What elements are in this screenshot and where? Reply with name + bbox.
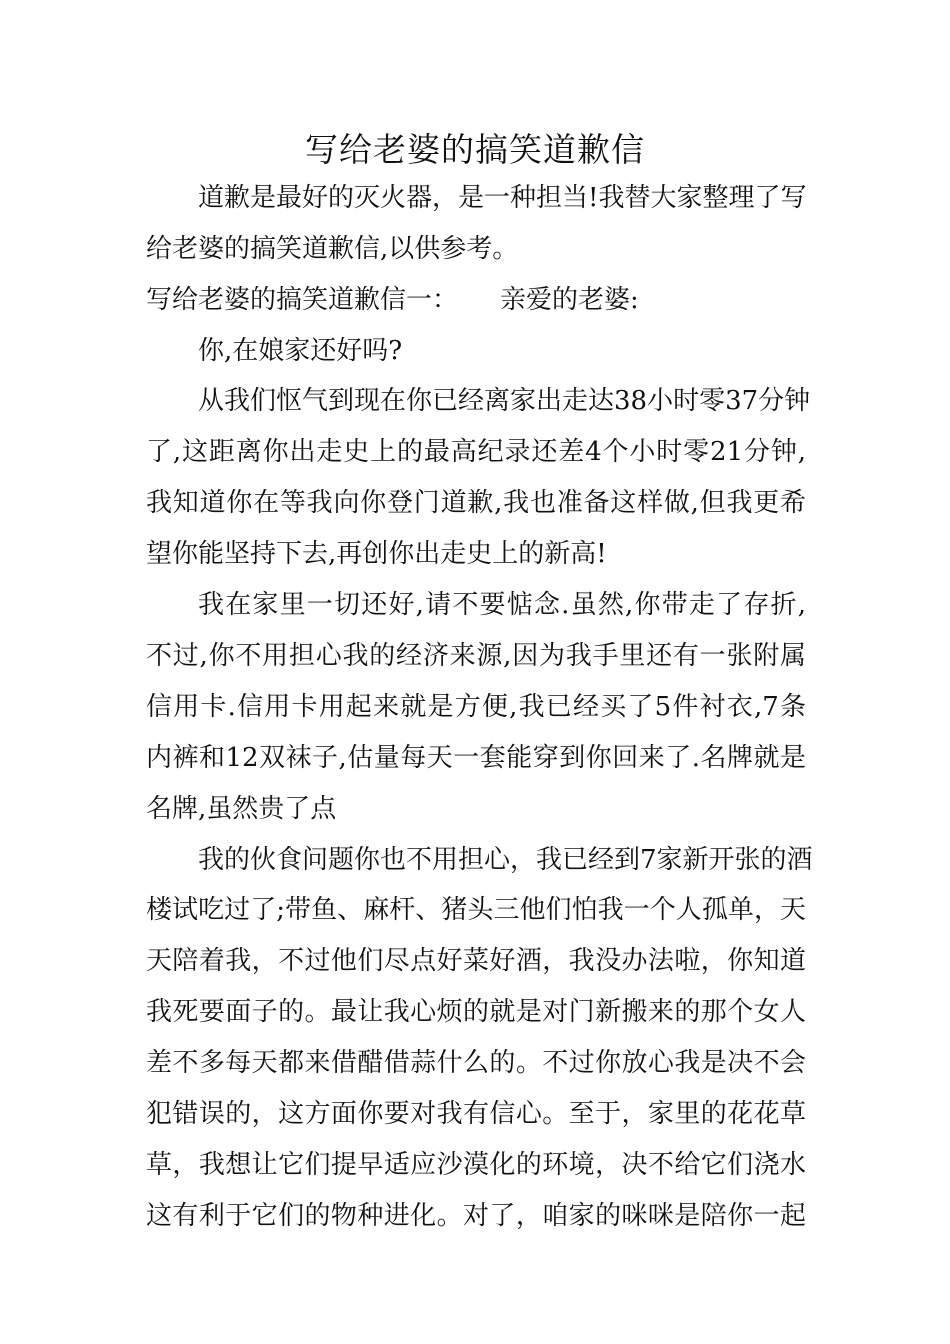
paragraph-line: 信用卡.信用卡用起来就是方便,我已经买了5件衬衣,7条: [146, 692, 806, 722]
paragraph-line: 犯错误的，这方面你要对我有信心。至于，家里的花花草: [146, 1099, 806, 1129]
paragraph-line: 内裤和12双袜子,估量每天一套能穿到你回来了.名牌就是: [146, 743, 806, 773]
letter-salutation: 亲爱的老婆:: [500, 285, 639, 315]
paragraph-line: 我死要面子的。最让我心烦的就是对门新搬来的那个女人: [146, 997, 806, 1027]
greeting-line: 你,在娘家还好吗?: [198, 336, 403, 366]
paragraph-line: 不过,你不用担心我的经济来源,因为我手里还有一张附属: [146, 641, 806, 671]
document-title: 写给老婆的搞笑道歉信: [305, 130, 645, 169]
paragraph-line: 我知道你在等我向你登门道歉,我也准备这样做,但我更希: [146, 488, 806, 518]
intro-line-2: 给老婆的搞笑道歉信,以供参考。: [146, 234, 519, 264]
paragraph-line: 从我们怄气到现在你已经离家出走达38小时零37分钟: [198, 386, 811, 416]
paragraph-line: 天陪着我，不过他们尽点好菜好酒，我没办法啦，你知道: [146, 946, 806, 976]
paragraph-line: 我在家里一切还好,请不要惦念.虽然,你带走了存折,: [198, 590, 806, 620]
paragraph-line: 草，我想让它们提早适应沙漠化的环境，决不给它们浇水: [146, 1150, 806, 1180]
paragraph-line: 这有利于它们的物种进化。对了，咱家的咪咪是陪你一起: [146, 1201, 806, 1231]
letter-heading: 写给老婆的搞笑道歉信一：: [146, 285, 459, 315]
paragraph-line: 差不多每天都来借醋借蒜什么的。不过你放心我是决不会: [146, 1048, 806, 1078]
paragraph-line: 我的伙食问题你也不用担心，我已经到7家新开张的酒: [198, 845, 813, 875]
paragraph-line: 了,这距离你出走史上的最高纪录还差4个小时零21分钟,: [146, 437, 806, 467]
paragraph-line: 名牌,虽然贵了点: [146, 794, 337, 824]
paragraph-line: 望你能坚持下去,再创你出走史上的新高!: [146, 539, 607, 569]
paragraph-line: 楼试吃过了;带鱼、麻杆、猪头三他们怕我一个人孤单，天: [146, 895, 806, 925]
intro-line-1: 道歉是最好的灭火器，是一种担当!我替大家整理了写: [198, 183, 807, 213]
